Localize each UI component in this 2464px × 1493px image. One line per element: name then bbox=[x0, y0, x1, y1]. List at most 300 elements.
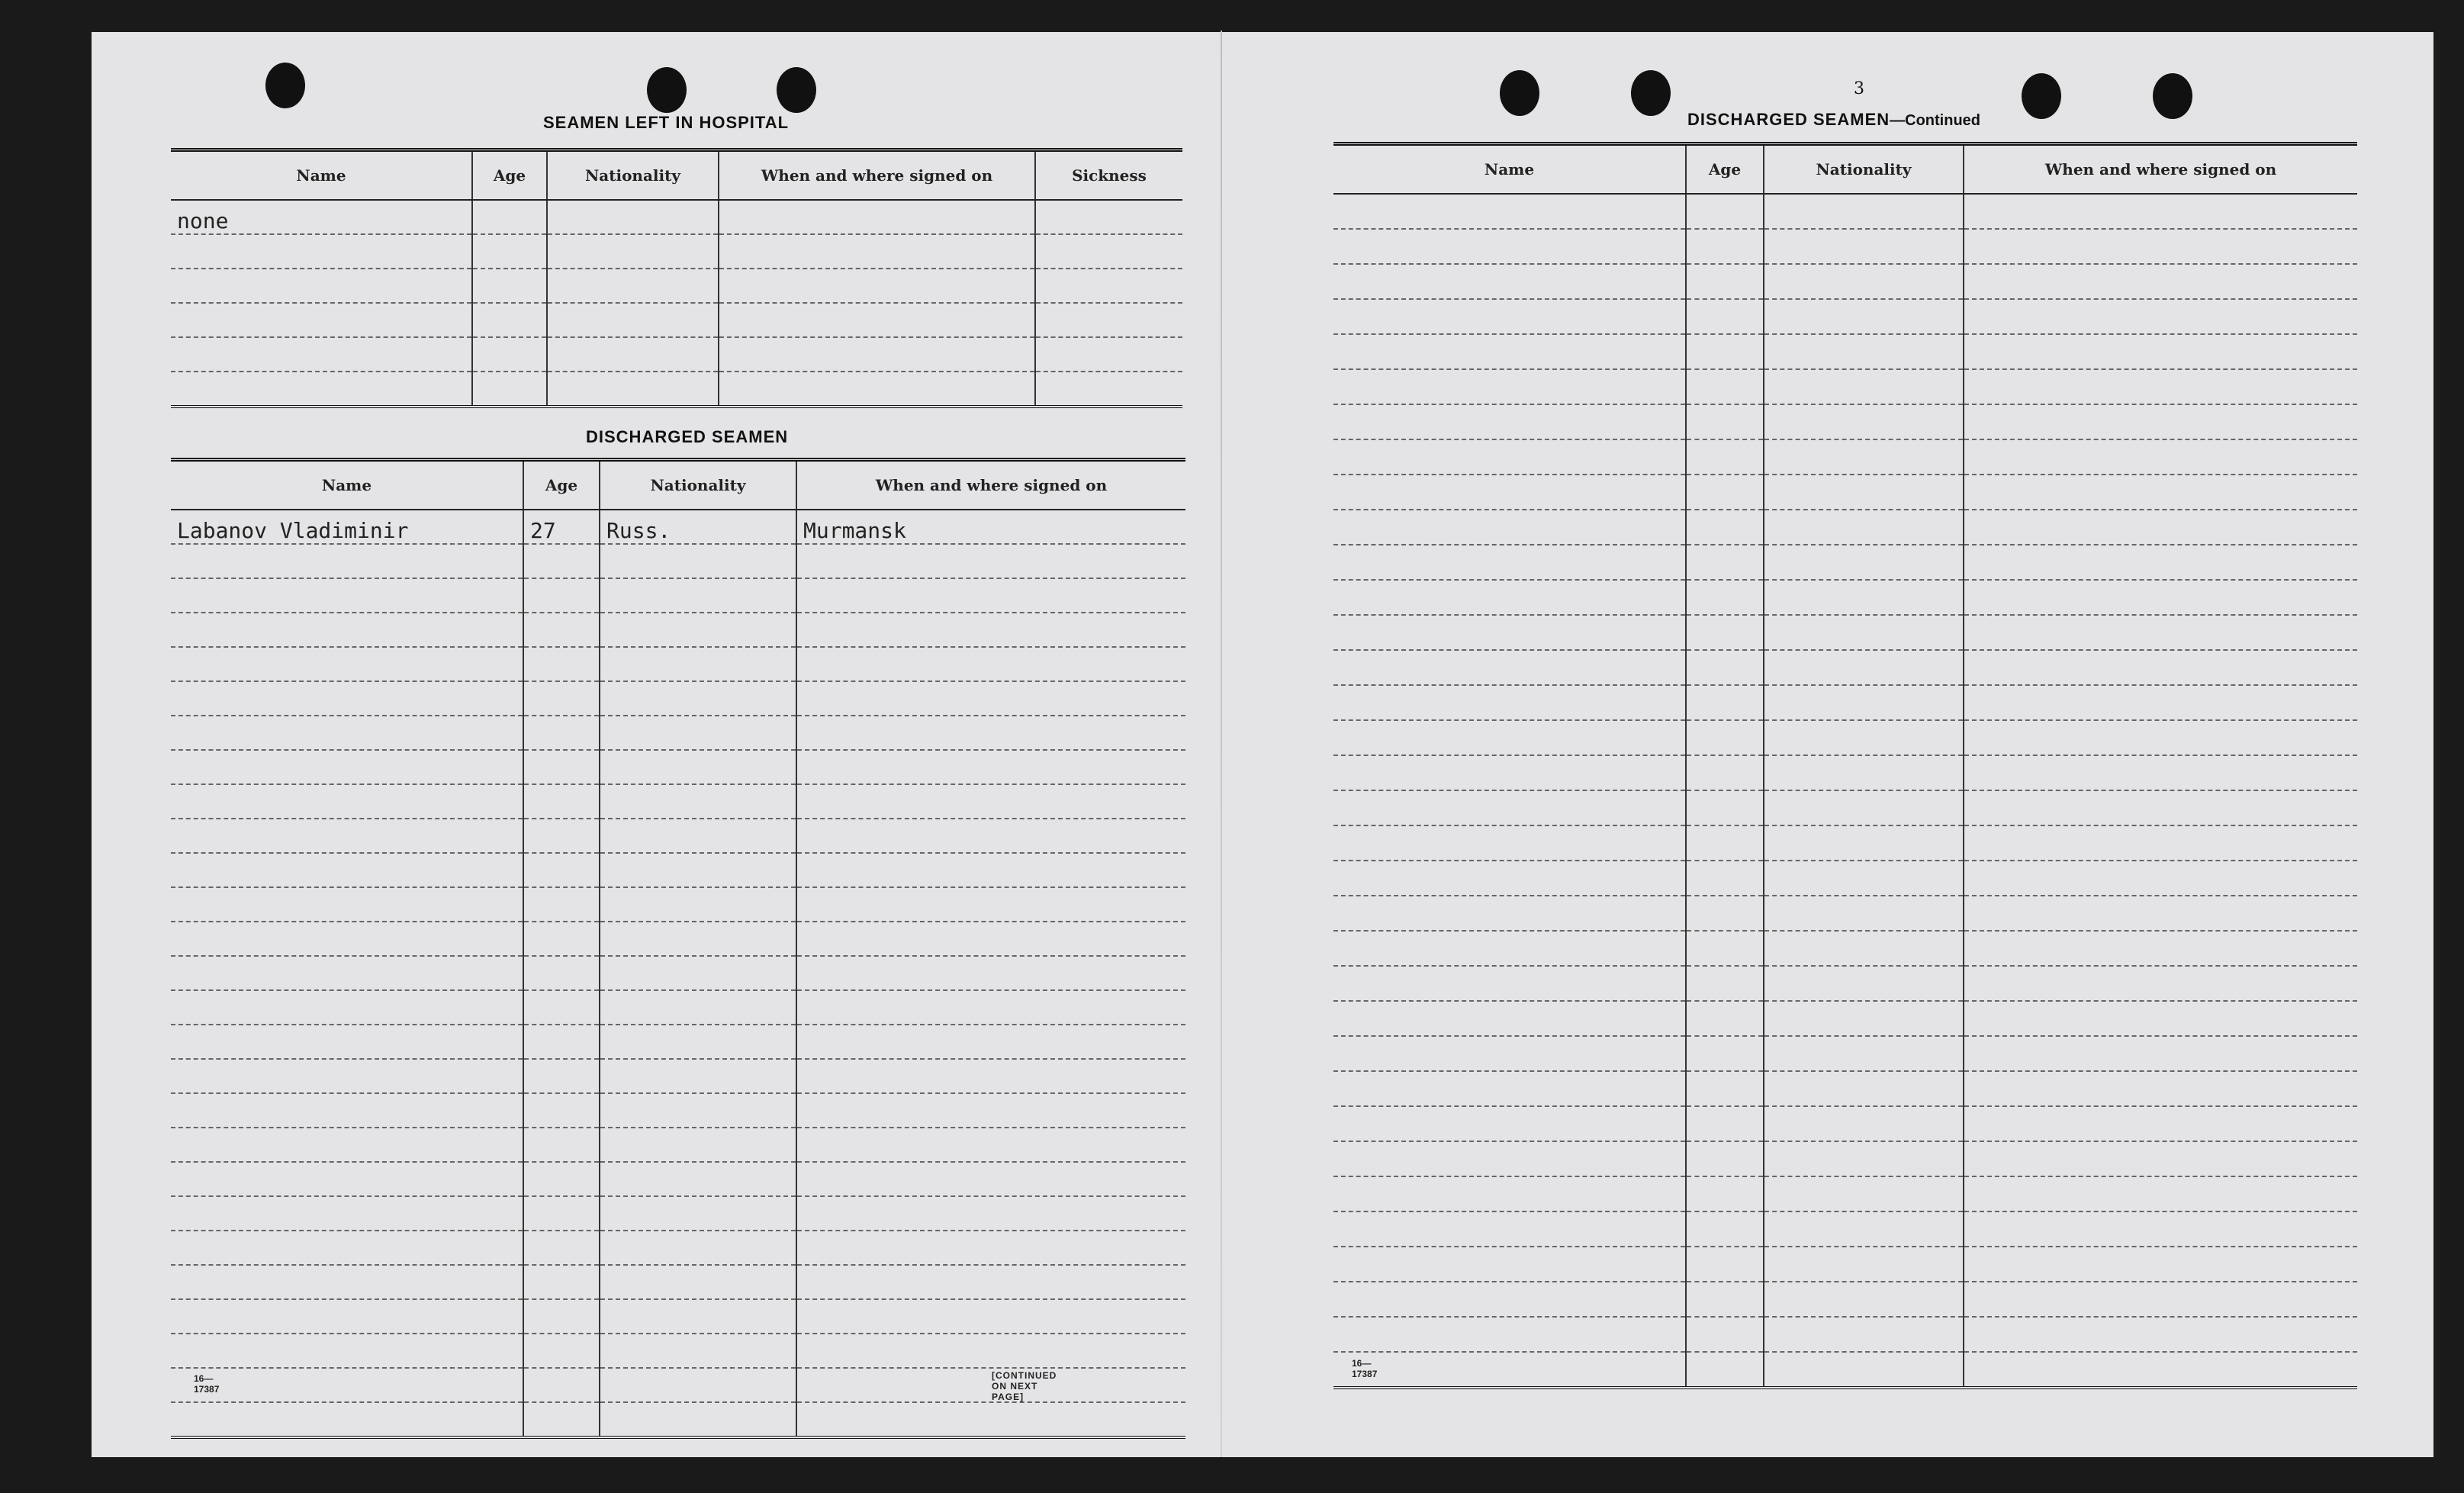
table-cell bbox=[719, 269, 1035, 303]
table-cell bbox=[472, 234, 547, 269]
table-cell bbox=[171, 784, 523, 819]
table-cell bbox=[1035, 372, 1182, 407]
table-cell bbox=[600, 956, 796, 990]
table-cell bbox=[171, 1093, 523, 1128]
table-cell bbox=[472, 303, 547, 337]
punch-hole bbox=[2153, 73, 2192, 119]
table-cell bbox=[171, 1231, 523, 1265]
table-cell bbox=[171, 303, 472, 337]
table-cell bbox=[171, 1402, 523, 1437]
table-cell bbox=[796, 750, 1185, 784]
table-cell bbox=[1764, 1001, 1964, 1036]
table-cell bbox=[1964, 1106, 2357, 1141]
table-cell bbox=[1764, 720, 1964, 755]
table-cell bbox=[1686, 931, 1764, 966]
table-cell bbox=[1686, 790, 1764, 825]
table-row bbox=[1333, 580, 2357, 615]
column-header: When and where signed on bbox=[1964, 144, 2357, 195]
table-cell bbox=[1333, 1247, 1686, 1282]
column-header: Nationality bbox=[600, 460, 796, 510]
table-cell bbox=[1964, 1211, 2357, 1247]
table-cell bbox=[1764, 229, 1964, 264]
table-row bbox=[171, 1196, 1185, 1231]
table-cell bbox=[523, 544, 600, 578]
table-cell bbox=[796, 681, 1185, 716]
table-cell bbox=[796, 1402, 1185, 1437]
table-cell bbox=[1333, 369, 1686, 404]
table-cell bbox=[171, 922, 523, 956]
table-cell bbox=[1686, 439, 1764, 475]
table-cell bbox=[1333, 264, 1686, 299]
table-cell bbox=[1764, 404, 1964, 439]
table-cell bbox=[600, 1402, 796, 1437]
table-cell bbox=[1964, 580, 2357, 615]
table-row bbox=[1333, 194, 2357, 229]
punch-hole bbox=[1500, 70, 1539, 116]
table-cell bbox=[1964, 1141, 2357, 1176]
table-cell bbox=[1964, 334, 2357, 369]
table-row bbox=[1333, 685, 2357, 720]
table-cell: Labanov Vladiminir bbox=[171, 510, 523, 544]
table-cell bbox=[171, 1368, 523, 1402]
table-row bbox=[171, 681, 1185, 716]
table-cell bbox=[600, 853, 796, 887]
table-cell bbox=[1333, 1176, 1686, 1211]
column-header: Sickness bbox=[1035, 150, 1182, 201]
table-row bbox=[171, 578, 1185, 613]
table-cell bbox=[796, 887, 1185, 922]
table-cell bbox=[1764, 1317, 1964, 1352]
table-row bbox=[1333, 1176, 2357, 1211]
table-cell bbox=[1764, 931, 1964, 966]
table-cell bbox=[600, 1231, 796, 1265]
table-row bbox=[171, 303, 1182, 337]
table-cell bbox=[1764, 755, 1964, 790]
table-cell bbox=[1686, 1176, 1764, 1211]
table-cell bbox=[1764, 966, 1964, 1001]
table-cell bbox=[1686, 1352, 1764, 1388]
table-cell bbox=[1686, 650, 1764, 685]
table-cell bbox=[600, 578, 796, 613]
punch-hole bbox=[2022, 73, 2061, 119]
table-row bbox=[1333, 1001, 2357, 1036]
table-row bbox=[171, 750, 1185, 784]
table-cell bbox=[796, 1299, 1185, 1334]
table-cell bbox=[171, 234, 472, 269]
punch-hole bbox=[1631, 70, 1671, 116]
table-cell bbox=[1686, 264, 1764, 299]
table-cell bbox=[1035, 234, 1182, 269]
table-cell bbox=[547, 234, 719, 269]
table-cell bbox=[1333, 825, 1686, 861]
table-cell bbox=[171, 578, 523, 613]
table-cell bbox=[796, 1334, 1185, 1368]
table-cell bbox=[1764, 194, 1964, 229]
table-cell bbox=[171, 1265, 523, 1299]
table-cell bbox=[547, 269, 719, 303]
table-row bbox=[1333, 1247, 2357, 1282]
table-row bbox=[171, 784, 1185, 819]
discharged-table bbox=[171, 458, 1185, 1439]
table-cell bbox=[1764, 1036, 1964, 1071]
table-cell bbox=[600, 1093, 796, 1128]
table-row bbox=[171, 234, 1182, 269]
table-cell: Russ. bbox=[600, 510, 796, 544]
table-cell: Murmansk bbox=[796, 510, 1185, 544]
table-cell bbox=[1964, 264, 2357, 299]
table-cell bbox=[1333, 966, 1686, 1001]
table-cell bbox=[796, 1128, 1185, 1162]
table-cell bbox=[523, 1025, 600, 1059]
table-cell bbox=[1333, 1317, 1686, 1352]
table-cell bbox=[1333, 334, 1686, 369]
table-cell bbox=[796, 1368, 1185, 1402]
table-cell bbox=[523, 990, 600, 1025]
table-cell bbox=[1964, 545, 2357, 580]
table-cell bbox=[1964, 510, 2357, 545]
table-cell bbox=[600, 716, 796, 750]
table-cell bbox=[1764, 1282, 1964, 1317]
table-cell bbox=[1035, 200, 1182, 234]
column-header: Name bbox=[171, 150, 472, 201]
table-cell bbox=[600, 750, 796, 784]
table-cell bbox=[1764, 264, 1964, 299]
column-header: Nationality bbox=[1764, 144, 1964, 195]
table-cell bbox=[523, 1334, 600, 1368]
table-cell: 27 bbox=[523, 510, 600, 544]
table-cell bbox=[1964, 861, 2357, 896]
table-cell bbox=[600, 1334, 796, 1368]
table-cell bbox=[600, 1265, 796, 1299]
table-cell bbox=[171, 1334, 523, 1368]
table-row bbox=[1333, 650, 2357, 685]
table-row bbox=[1333, 1141, 2357, 1176]
table-cell bbox=[523, 613, 600, 647]
continued-suffix: —Continued bbox=[1890, 112, 1981, 129]
table-cell bbox=[171, 819, 523, 853]
table-cell bbox=[1333, 404, 1686, 439]
table-cell bbox=[1333, 194, 1686, 229]
table-cell bbox=[796, 1162, 1185, 1196]
table-cell bbox=[796, 956, 1185, 990]
table-cell bbox=[1333, 685, 1686, 720]
table-cell bbox=[523, 956, 600, 990]
table-cell bbox=[171, 716, 523, 750]
table-row bbox=[171, 337, 1182, 372]
table-cell bbox=[1764, 825, 1964, 861]
table-row bbox=[1333, 299, 2357, 334]
table-cell bbox=[600, 887, 796, 922]
table-cell bbox=[796, 922, 1185, 956]
table-row bbox=[171, 1025, 1185, 1059]
table-row bbox=[171, 647, 1185, 681]
table-cell bbox=[600, 1128, 796, 1162]
table-row bbox=[1333, 510, 2357, 545]
table-cell bbox=[719, 372, 1035, 407]
table-cell bbox=[1333, 1211, 1686, 1247]
table-cell bbox=[796, 716, 1185, 750]
table-row bbox=[171, 1299, 1185, 1334]
table-cell bbox=[523, 1368, 600, 1402]
table-cell bbox=[1964, 299, 2357, 334]
table-cell bbox=[1686, 475, 1764, 510]
table-cell bbox=[472, 200, 547, 234]
table-cell bbox=[1686, 1036, 1764, 1071]
hospital-section-title: SEAMEN LEFT IN HOSPITAL bbox=[543, 113, 790, 132]
discharged-continued-title bbox=[1687, 110, 1980, 130]
table-row bbox=[1333, 334, 2357, 369]
table-cell bbox=[171, 750, 523, 784]
punch-hole bbox=[265, 63, 305, 108]
table-cell bbox=[1964, 1282, 2357, 1317]
table-row bbox=[171, 1265, 1185, 1299]
table-row bbox=[171, 1162, 1185, 1196]
table-row bbox=[1333, 1282, 2357, 1317]
table-cell bbox=[1333, 475, 1686, 510]
table-cell bbox=[796, 990, 1185, 1025]
table-cell bbox=[600, 819, 796, 853]
table-cell bbox=[1964, 685, 2357, 720]
table-row bbox=[171, 819, 1185, 853]
page-number: 3 bbox=[1854, 79, 1864, 98]
table-cell bbox=[171, 956, 523, 990]
table-cell bbox=[171, 1196, 523, 1231]
table-row bbox=[1333, 475, 2357, 510]
table-cell bbox=[1764, 685, 1964, 720]
table-cell bbox=[1764, 439, 1964, 475]
table-cell bbox=[523, 819, 600, 853]
table-row bbox=[1333, 1211, 2357, 1247]
hospital-table bbox=[171, 148, 1182, 408]
table-cell bbox=[1686, 194, 1764, 229]
discharged-continued-table bbox=[1333, 142, 2357, 1389]
table-cell bbox=[1764, 861, 1964, 896]
table-cell bbox=[600, 1162, 796, 1196]
table-cell bbox=[1333, 229, 1686, 264]
table-cell bbox=[171, 1162, 523, 1196]
table-row bbox=[1333, 861, 2357, 896]
table-row bbox=[1333, 264, 2357, 299]
table-cell bbox=[1035, 337, 1182, 372]
table-cell bbox=[1964, 1317, 2357, 1352]
table-cell bbox=[600, 922, 796, 956]
table-cell bbox=[1764, 896, 1964, 931]
table-row bbox=[1333, 1317, 2357, 1352]
table-cell bbox=[719, 234, 1035, 269]
table-cell bbox=[1764, 650, 1964, 685]
table-cell bbox=[1764, 510, 1964, 545]
table-cell bbox=[1686, 545, 1764, 580]
table-cell bbox=[600, 1196, 796, 1231]
table-row bbox=[1333, 931, 2357, 966]
table-cell bbox=[1333, 1106, 1686, 1141]
table-cell bbox=[171, 544, 523, 578]
table-cell bbox=[1686, 510, 1764, 545]
table-row bbox=[1333, 1036, 2357, 1071]
table-cell bbox=[600, 681, 796, 716]
table-cell bbox=[1764, 369, 1964, 404]
table-cell bbox=[1333, 439, 1686, 475]
discharged-continued-title-main: DISCHARGED SEAMEN bbox=[1687, 110, 1890, 129]
table-row bbox=[171, 1128, 1185, 1162]
table-cell bbox=[1964, 825, 2357, 861]
table-row bbox=[171, 1231, 1185, 1265]
table-cell bbox=[1686, 1001, 1764, 1036]
table-cell bbox=[600, 784, 796, 819]
table-cell bbox=[523, 1128, 600, 1162]
table-cell bbox=[1686, 1211, 1764, 1247]
table-row bbox=[171, 613, 1185, 647]
column-header: Name bbox=[1333, 144, 1686, 195]
table-cell bbox=[523, 647, 600, 681]
table-cell bbox=[1764, 1106, 1964, 1141]
table-cell bbox=[1964, 1176, 2357, 1211]
table-row bbox=[1333, 1071, 2357, 1106]
table-cell bbox=[1964, 931, 2357, 966]
table-cell bbox=[1333, 720, 1686, 755]
discharged-section-title: DISCHARGED SEAMEN bbox=[586, 427, 789, 446]
table-cell bbox=[1035, 269, 1182, 303]
column-header: When and where signed on bbox=[719, 150, 1035, 201]
table-cell bbox=[1686, 966, 1764, 1001]
table-cell bbox=[719, 303, 1035, 337]
table-row bbox=[1333, 720, 2357, 755]
form-code-left: 16—17387 bbox=[194, 1373, 220, 1395]
table-row bbox=[171, 887, 1185, 922]
table-cell bbox=[1964, 404, 2357, 439]
table-cell bbox=[1686, 825, 1764, 861]
table-cell bbox=[1333, 1001, 1686, 1036]
table-cell bbox=[523, 784, 600, 819]
table-cell bbox=[523, 1299, 600, 1334]
page-fold bbox=[1221, 31, 1222, 1457]
table-cell bbox=[1764, 334, 1964, 369]
table-cell bbox=[1764, 615, 1964, 650]
table-cell bbox=[1333, 650, 1686, 685]
table-cell bbox=[1686, 615, 1764, 650]
form-code-right: 16—17387 bbox=[1352, 1358, 1378, 1379]
table-cell bbox=[1686, 1071, 1764, 1106]
table-cell bbox=[1333, 861, 1686, 896]
table-row bbox=[171, 372, 1182, 407]
table-row bbox=[171, 1402, 1185, 1437]
table-row bbox=[1333, 966, 2357, 1001]
continued-note: [CONTINUED ON NEXT PAGE] bbox=[992, 1370, 1057, 1402]
column-header: Age bbox=[472, 150, 547, 201]
table-row bbox=[1333, 229, 2357, 264]
table-cell bbox=[547, 372, 719, 407]
table-cell bbox=[1686, 755, 1764, 790]
table-row bbox=[171, 1059, 1185, 1093]
table-cell bbox=[523, 1402, 600, 1437]
table-cell bbox=[547, 200, 719, 234]
table-cell bbox=[1964, 790, 2357, 825]
table-cell bbox=[1964, 475, 2357, 510]
table-cell bbox=[1333, 545, 1686, 580]
table-cell bbox=[171, 887, 523, 922]
table-row bbox=[1333, 369, 2357, 404]
table-cell bbox=[1964, 1352, 2357, 1388]
table-cell bbox=[1764, 1176, 1964, 1211]
table-row bbox=[171, 922, 1185, 956]
table-cell bbox=[796, 544, 1185, 578]
table-cell bbox=[796, 1025, 1185, 1059]
table-cell bbox=[1764, 299, 1964, 334]
table-cell bbox=[1964, 755, 2357, 790]
table-cell bbox=[1964, 1036, 2357, 1071]
table-cell bbox=[1764, 1352, 1964, 1388]
table-cell bbox=[796, 1265, 1185, 1299]
table-cell bbox=[600, 544, 796, 578]
table-cell bbox=[600, 1059, 796, 1093]
table-cell bbox=[1333, 1352, 1686, 1388]
table-row bbox=[171, 990, 1185, 1025]
table-cell bbox=[523, 750, 600, 784]
table-cell bbox=[719, 337, 1035, 372]
table-cell bbox=[171, 1128, 523, 1162]
punch-hole bbox=[647, 67, 687, 113]
table-cell bbox=[472, 372, 547, 407]
table-cell bbox=[523, 853, 600, 887]
table-cell bbox=[1686, 1141, 1764, 1176]
table-cell bbox=[600, 1299, 796, 1334]
table-cell bbox=[1333, 1282, 1686, 1317]
table-row bbox=[171, 956, 1185, 990]
table-cell bbox=[171, 647, 523, 681]
table-cell bbox=[1686, 369, 1764, 404]
table-row bbox=[1333, 615, 2357, 650]
table-cell bbox=[1964, 896, 2357, 931]
table-cell bbox=[171, 269, 472, 303]
table-row bbox=[1333, 1106, 2357, 1141]
table-row bbox=[171, 853, 1185, 887]
table-cell bbox=[1964, 966, 2357, 1001]
table-cell bbox=[1686, 1317, 1764, 1352]
table-cell bbox=[1686, 580, 1764, 615]
table-cell bbox=[1333, 580, 1686, 615]
table-row bbox=[171, 510, 1185, 544]
table-cell bbox=[1333, 1141, 1686, 1176]
table-cell bbox=[1333, 299, 1686, 334]
table-cell bbox=[1333, 510, 1686, 545]
table-cell bbox=[1964, 369, 2357, 404]
table-cell bbox=[1764, 1141, 1964, 1176]
table-cell bbox=[547, 337, 719, 372]
table-row bbox=[1333, 439, 2357, 475]
column-header: Nationality bbox=[547, 150, 719, 201]
table-cell bbox=[796, 819, 1185, 853]
table-cell bbox=[171, 1025, 523, 1059]
table-cell: none bbox=[171, 200, 472, 234]
table-cell bbox=[523, 922, 600, 956]
table-row bbox=[1333, 545, 2357, 580]
table-cell bbox=[523, 1196, 600, 1231]
table-cell bbox=[1686, 404, 1764, 439]
table-row bbox=[1333, 1352, 2357, 1388]
table-cell bbox=[1333, 755, 1686, 790]
table-cell bbox=[1686, 1106, 1764, 1141]
table-cell bbox=[796, 613, 1185, 647]
table-cell bbox=[523, 578, 600, 613]
table-cell bbox=[171, 1059, 523, 1093]
table-cell bbox=[796, 578, 1185, 613]
table-row bbox=[1333, 755, 2357, 790]
table-cell bbox=[1686, 685, 1764, 720]
table-cell bbox=[1964, 720, 2357, 755]
table-cell bbox=[1964, 194, 2357, 229]
table-cell bbox=[171, 681, 523, 716]
table-cell bbox=[171, 372, 472, 407]
